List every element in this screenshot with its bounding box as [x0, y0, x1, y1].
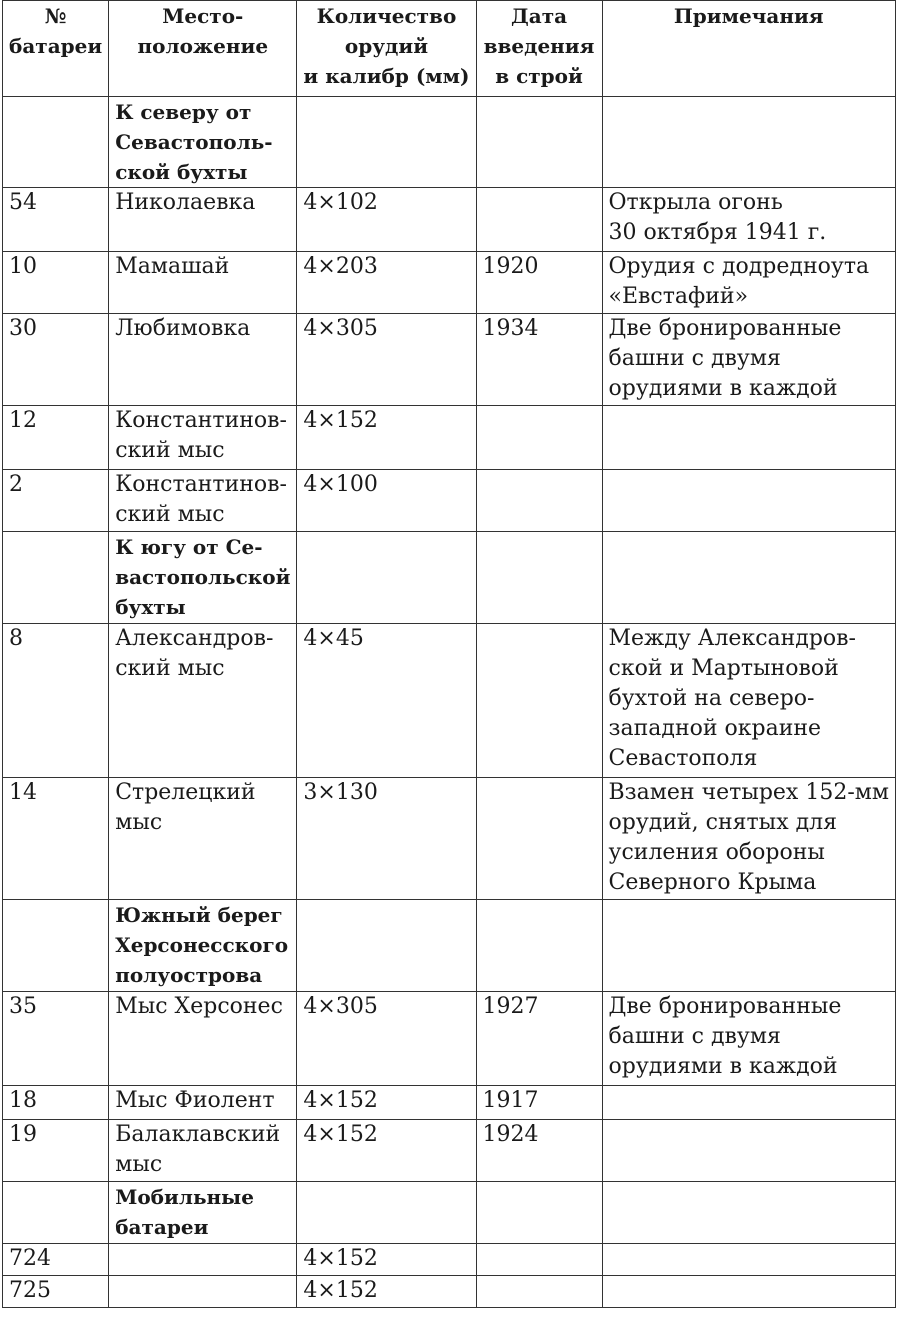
- cell-line: Мобильные: [115, 1185, 254, 1209]
- cell-line: 4×152: [303, 408, 378, 433]
- cell-location: [109, 470, 297, 532]
- table-row: [3, 992, 896, 1086]
- cell-commission-date: [476, 470, 602, 532]
- header-row: [3, 1, 896, 97]
- cell-line: 1934: [482, 316, 539, 341]
- cell-line: 3×130: [303, 780, 378, 805]
- cell-line: 54: [9, 190, 37, 215]
- cell-line: 4×152: [303, 1246, 378, 1271]
- cell-guns-caliber: [297, 252, 476, 314]
- cell-commission-date: [476, 992, 602, 1086]
- header-notes: Примечания: [602, 1, 895, 97]
- cell-line: Южный берег: [115, 903, 283, 927]
- cell-commission-date: [476, 532, 602, 624]
- cell-location: [109, 624, 297, 778]
- header-guns-caliber: Количество орудий и калибр (мм): [297, 1, 476, 97]
- cell-notes: [602, 778, 895, 900]
- cell-battery-number: [3, 624, 109, 778]
- cell-notes: [602, 624, 895, 778]
- cell-guns-caliber: [297, 1244, 476, 1276]
- cell-line: 4×305: [303, 994, 378, 1019]
- cell-line: Две бронированные: [608, 994, 842, 1019]
- cell-line: 30: [9, 316, 37, 341]
- table-row: [3, 1120, 896, 1182]
- cell-line: 1924: [482, 1122, 539, 1147]
- cell-line: Стрелецкий: [115, 780, 256, 805]
- cell-commission-date: [476, 1120, 602, 1182]
- cell-line: 30 октября 1941 г.: [608, 220, 827, 245]
- cell-line: 14: [9, 780, 37, 805]
- cell-guns-caliber: [297, 97, 476, 188]
- cell-line: мыс: [115, 810, 163, 835]
- cell-commission-date: [476, 1244, 602, 1276]
- cell-line: мыс: [115, 1152, 163, 1177]
- cell-notes: [602, 470, 895, 532]
- cell-commission-date: [476, 1182, 602, 1244]
- cell-line: «Евстафий»: [608, 284, 749, 309]
- cell-line: Николаевка: [115, 190, 256, 215]
- cell-commission-date: [476, 1086, 602, 1120]
- table-row: [3, 252, 896, 314]
- cell-line: ский мыс: [115, 656, 225, 681]
- cell-battery-number: [3, 532, 109, 624]
- cell-line: Балаклавский: [115, 1122, 281, 1147]
- cell-guns-caliber: [297, 188, 476, 252]
- cell-guns-caliber: [297, 406, 476, 470]
- cell-line: 725: [9, 1278, 51, 1303]
- cell-line: ской бухты: [115, 160, 248, 184]
- cell-line: вастопольской: [115, 565, 291, 589]
- cell-line: 2: [9, 472, 23, 497]
- cell-battery-number: [3, 252, 109, 314]
- cell-location: [109, 188, 297, 252]
- cell-location: [109, 778, 297, 900]
- cell-line: 19: [9, 1122, 37, 1147]
- cell-commission-date: [476, 624, 602, 778]
- cell-guns-caliber: [297, 900, 476, 992]
- cell-line: 724: [9, 1246, 51, 1271]
- cell-line: Орудия с додредноута: [608, 254, 870, 279]
- section-row: [3, 97, 896, 188]
- cell-line: Александров-: [115, 626, 274, 651]
- cell-notes: [602, 97, 895, 188]
- cell-notes: [602, 900, 895, 992]
- cell-guns-caliber: [297, 1120, 476, 1182]
- cell-battery-number: [3, 1120, 109, 1182]
- section-row: [3, 532, 896, 624]
- cell-line: 35: [9, 994, 37, 1019]
- cell-notes: [602, 252, 895, 314]
- table-row: [3, 1276, 896, 1308]
- cell-line: Две бронированные: [608, 316, 842, 341]
- cell-line: 1927: [482, 994, 539, 1019]
- section-heading: [109, 532, 297, 624]
- cell-line: К югу от Се-: [115, 535, 263, 559]
- cell-line: бухты: [115, 595, 186, 619]
- cell-notes: [602, 406, 895, 470]
- cell-line: Херсонесского: [115, 933, 289, 957]
- cell-line: 4×152: [303, 1088, 378, 1113]
- cell-guns-caliber: [297, 992, 476, 1086]
- cell-guns-caliber: [297, 778, 476, 900]
- cell-commission-date: [476, 1276, 602, 1308]
- cell-line: орудиями в каждой: [608, 376, 838, 401]
- header-battery-number: № батареи: [3, 1, 109, 97]
- cell-battery-number: [3, 992, 109, 1086]
- cell-line: башни с двумя: [608, 1024, 781, 1049]
- section-heading: [109, 900, 297, 992]
- batteries-table: [2, 0, 896, 1308]
- cell-line: 4×102: [303, 190, 378, 215]
- cell-line: 18: [9, 1088, 37, 1113]
- cell-line: бухтой на северо-: [608, 686, 815, 711]
- cell-location: [109, 314, 297, 406]
- cell-location: [109, 252, 297, 314]
- cell-battery-number: [3, 470, 109, 532]
- cell-line: 4×203: [303, 254, 378, 279]
- cell-location: [109, 406, 297, 470]
- cell-notes: [602, 1120, 895, 1182]
- cell-guns-caliber: [297, 1086, 476, 1120]
- cell-location: [109, 1086, 297, 1120]
- cell-commission-date: [476, 900, 602, 992]
- cell-line: 4×152: [303, 1122, 378, 1147]
- section-heading: [109, 97, 297, 188]
- table-row: [3, 624, 896, 778]
- cell-guns-caliber: [297, 532, 476, 624]
- cell-line: орудий, снятых для: [608, 810, 837, 835]
- cell-notes: [602, 1244, 895, 1276]
- cell-line: усиления обороны: [608, 840, 825, 865]
- table-row: [3, 470, 896, 532]
- cell-line: Между Александров-: [608, 626, 856, 651]
- cell-line: 4×45: [303, 626, 364, 651]
- cell-commission-date: [476, 406, 602, 470]
- cell-line: 1920: [482, 254, 539, 279]
- table-row: [3, 406, 896, 470]
- cell-line: 1917: [482, 1088, 539, 1113]
- cell-location: [109, 992, 297, 1086]
- cell-line: Открыла огонь: [608, 190, 783, 215]
- cell-line: К северу от: [115, 100, 252, 124]
- cell-line: 8: [9, 626, 23, 651]
- cell-line: Мыс Фиолент: [115, 1088, 275, 1113]
- cell-guns-caliber: [297, 314, 476, 406]
- cell-line: Мыс Херсонес: [115, 994, 283, 1019]
- cell-line: Северного Крыма: [608, 870, 817, 895]
- cell-line: Любимовка: [115, 316, 251, 341]
- cell-commission-date: [476, 188, 602, 252]
- table-row: [3, 1244, 896, 1276]
- cell-notes: [602, 532, 895, 624]
- cell-notes: [602, 992, 895, 1086]
- cell-line: западной окраине: [608, 716, 822, 741]
- cell-notes: [602, 1276, 895, 1308]
- cell-line: ской и Мартыновой: [608, 656, 839, 681]
- cell-commission-date: [476, 778, 602, 900]
- cell-battery-number: [3, 314, 109, 406]
- cell-notes: [602, 1182, 895, 1244]
- header-location: Место- положение: [109, 1, 297, 97]
- cell-line: 10: [9, 254, 37, 279]
- cell-line: 12: [9, 408, 37, 433]
- cell-line: орудиями в каждой: [608, 1054, 838, 1079]
- cell-line: Константинов-: [115, 472, 287, 497]
- cell-line: батареи: [115, 1215, 209, 1239]
- section-row: [3, 1182, 896, 1244]
- cell-battery-number: [3, 97, 109, 188]
- cell-line: башни с двумя: [608, 346, 781, 371]
- cell-location: [109, 1276, 297, 1308]
- cell-battery-number: [3, 1182, 109, 1244]
- section-heading: [109, 1182, 297, 1244]
- cell-guns-caliber: [297, 1276, 476, 1308]
- cell-battery-number: [3, 188, 109, 252]
- cell-location: [109, 1120, 297, 1182]
- cell-battery-number: [3, 778, 109, 900]
- cell-commission-date: [476, 252, 602, 314]
- header-commission-date: Дата введения в строй: [476, 1, 602, 97]
- cell-battery-number: [3, 1244, 109, 1276]
- table-row: [3, 314, 896, 406]
- table-body: [3, 97, 896, 1308]
- cell-battery-number: [3, 900, 109, 992]
- cell-line: Севастополя: [608, 746, 758, 771]
- cell-guns-caliber: [297, 1182, 476, 1244]
- cell-line: Константинов-: [115, 408, 287, 433]
- table-row: [3, 188, 896, 252]
- cell-line: Севастополь-: [115, 130, 273, 154]
- cell-line: 4×100: [303, 472, 378, 497]
- cell-guns-caliber: [297, 624, 476, 778]
- cell-line: ский мыс: [115, 502, 225, 527]
- cell-guns-caliber: [297, 470, 476, 532]
- cell-location: [109, 1244, 297, 1276]
- cell-notes: [602, 1086, 895, 1120]
- cell-line: 4×152: [303, 1278, 378, 1303]
- cell-commission-date: [476, 314, 602, 406]
- cell-notes: [602, 314, 895, 406]
- cell-line: Мамашай: [115, 254, 230, 279]
- cell-battery-number: [3, 1086, 109, 1120]
- table-row: [3, 778, 896, 900]
- cell-line: полуострова: [115, 963, 263, 987]
- cell-notes: [602, 188, 895, 252]
- table-row: [3, 1086, 896, 1120]
- cell-line: ский мыс: [115, 438, 225, 463]
- cell-battery-number: [3, 406, 109, 470]
- cell-line: 4×305: [303, 316, 378, 341]
- cell-commission-date: [476, 97, 602, 188]
- cell-line: Взамен четырех 152-мм: [608, 780, 889, 805]
- section-row: [3, 900, 896, 992]
- cell-battery-number: [3, 1276, 109, 1308]
